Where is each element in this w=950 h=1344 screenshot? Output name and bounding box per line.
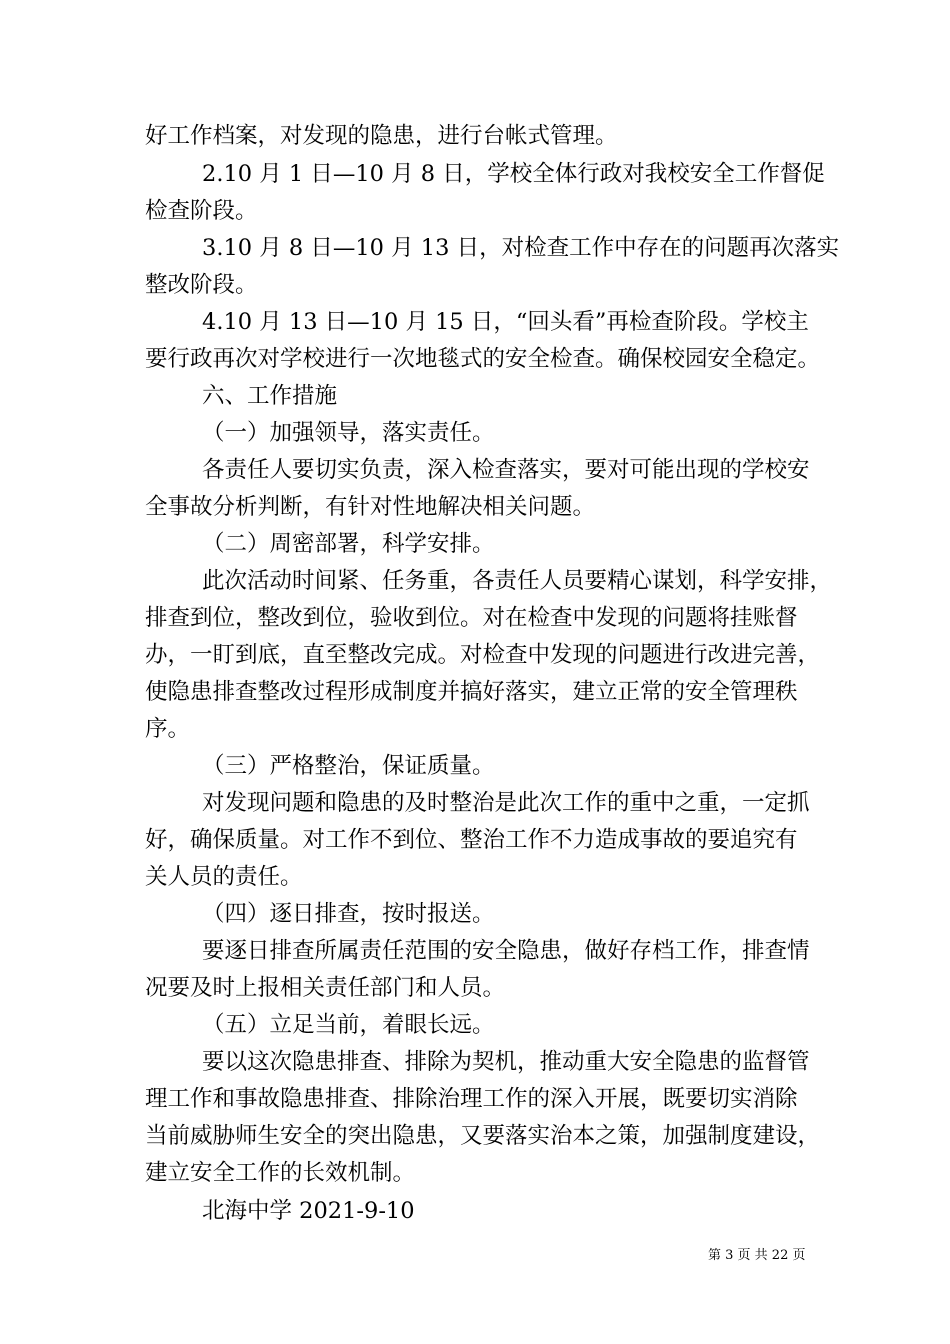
line-text: 关人员的责任。 [145,864,303,890]
line-text: 要以这次隐患排查、排除为契机，推动重大安全隐患的监督管 [202,1049,810,1075]
line-text: 各责任人要切实负责，深入检查落实，要对可能出现的学校安 [202,457,810,483]
subheading-text: （一）加强领导，落实责任。 [202,420,495,446]
line-text: 况要及时上报相关责任部门和人员。 [145,975,506,1001]
subheading-text: （二）周密部署，科学安排。 [202,531,495,557]
line-text: 要行政再次对学校进行一次地毯式的安全检查。确保校园安全稳定。 [145,346,821,372]
line-text: 序。 [145,716,191,742]
line-text: 好，确保质量。对工作不到位、整治工作不力造成事故的要追究有 [145,827,798,853]
line-text: 当前威胁师生安全的突出隐患，又要落实治本之策，加强制度建设， [145,1123,821,1149]
line-text: 3.10 月 8 日—10 月 13 日，对检查工作中存在的问题再次落实 [202,235,840,261]
line-text: 4.10 月 13 日—10 月 15 日，“回头看”再检查阶段。学校主 [202,309,809,335]
line-text: 建立安全工作的长效机制。 [145,1160,416,1186]
line-text: 2.10 月 1 日—10 月 8 日，学校全体行政对我校安全工作督促 [202,161,825,187]
line-text: 全事故分析判断，有针对性地解决相关问题。 [145,494,596,520]
heading-text: 六、工作措施 [202,383,338,409]
subheading-text: （五）立足当前，着眼长远。 [202,1012,495,1038]
line-text: 整改阶段。 [145,272,258,298]
line-text: 使隐患排查整改过程形成制度并搞好落实，建立正常的安全管理秩 [145,679,798,705]
line-text: 检查阶段。 [145,198,258,224]
subheading-text: （四）逐日排查，按时报送。 [202,901,495,927]
line-text: 要逐日排查所属责任范围的安全隐患，做好存档工作，排查情 [202,938,810,964]
line-text: 此次活动时间紧、任务重，各责任人员要精心谋划，科学安排， [202,568,833,594]
signature-text: 北海中学 2021-9-10 [202,1198,415,1224]
subheading-text: （三）严格整治，保证质量。 [202,753,495,779]
line-text: 对发现问题和隐患的及时整治是此次工作的重中之重，一定抓 [202,790,810,816]
line-text: 好工作档案，对发现的隐患，进行台帐式管理。 [145,123,618,149]
line-text: 理工作和事故隐患排查、排除治理工作的深入开展，既要切实消除 [145,1086,798,1112]
line-text: 排查到位，整改到位，验收到位。对在检查中发现的问题将挂账督 [145,605,798,631]
page-number-footer: 第 3 页 共 22 页 [708,1248,806,1263]
line-text: 办，一盯到底，直至整改完成。对检查中发现的问题进行改进完善， [145,642,821,668]
